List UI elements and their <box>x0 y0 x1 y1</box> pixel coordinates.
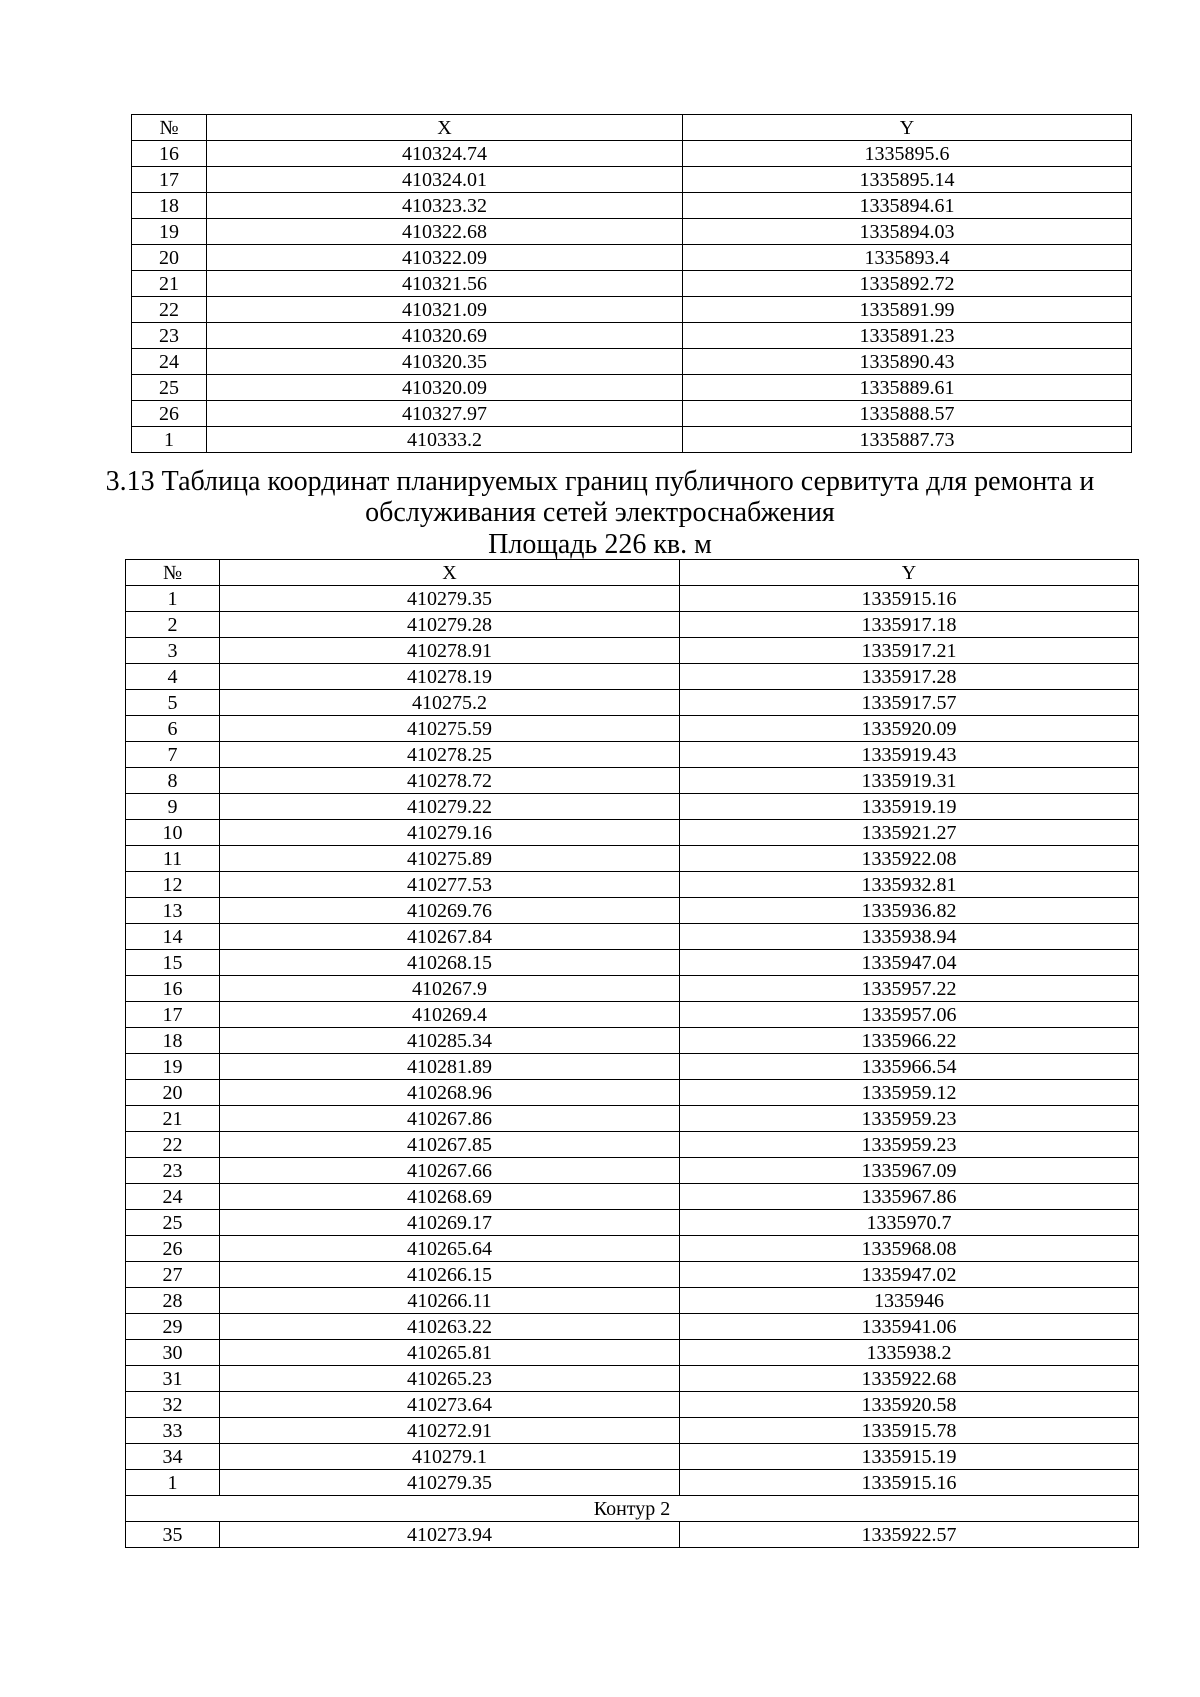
y-coordinate-cell: 1335938.2 <box>680 1340 1139 1366</box>
x-coordinate-cell: 410267.66 <box>220 1158 680 1184</box>
column-header-y: Y <box>683 115 1132 141</box>
y-coordinate-cell: 1335894.61 <box>683 193 1132 219</box>
point-number-cell: 10 <box>126 820 220 846</box>
table-row <box>126 820 1139 846</box>
y-coordinate-cell: 1335938.94 <box>680 924 1139 950</box>
point-number-cell: 1 <box>126 586 220 612</box>
point-number-cell: 11 <box>126 846 220 872</box>
y-coordinate-cell: 1335922.08 <box>680 846 1139 872</box>
table-row <box>126 1236 1139 1262</box>
x-coordinate-cell: 410267.84 <box>220 924 680 950</box>
point-number-cell: 24 <box>126 1184 220 1210</box>
point-number-cell: 22 <box>132 297 207 323</box>
table-row <box>132 219 1132 245</box>
point-number-cell: 7 <box>126 742 220 768</box>
y-coordinate-cell: 1335917.28 <box>680 664 1139 690</box>
table-row <box>126 1080 1139 1106</box>
table-row <box>132 271 1132 297</box>
table-row <box>132 167 1132 193</box>
point-number-cell: 12 <box>126 872 220 898</box>
x-coordinate-cell: 410278.72 <box>220 768 680 794</box>
point-number-cell: 31 <box>126 1366 220 1392</box>
y-coordinate-cell: 1335891.23 <box>683 323 1132 349</box>
point-number-cell: 17 <box>126 1002 220 1028</box>
table-row <box>126 950 1139 976</box>
table-row <box>132 141 1132 167</box>
y-coordinate-cell: 1335890.43 <box>683 349 1132 375</box>
point-number-cell: 26 <box>126 1236 220 1262</box>
y-coordinate-cell: 1335915.78 <box>680 1418 1139 1444</box>
table-row <box>126 638 1139 664</box>
point-number-cell: 4 <box>126 664 220 690</box>
column-header-x: X <box>207 115 683 141</box>
y-coordinate-cell: 1335889.61 <box>683 375 1132 401</box>
table-row <box>126 1262 1139 1288</box>
point-number-cell: 19 <box>126 1054 220 1080</box>
point-number-cell: 8 <box>126 768 220 794</box>
x-coordinate-cell: 410268.96 <box>220 1080 680 1106</box>
point-number-cell: 13 <box>126 898 220 924</box>
table-row <box>126 872 1139 898</box>
column-header-number: № <box>126 560 220 586</box>
y-coordinate-cell: 1335959.23 <box>680 1132 1139 1158</box>
x-coordinate-cell: 410278.19 <box>220 664 680 690</box>
y-coordinate-cell: 1335915.16 <box>680 586 1139 612</box>
x-coordinate-cell: 410272.91 <box>220 1418 680 1444</box>
x-coordinate-cell: 410269.17 <box>220 1210 680 1236</box>
point-number-cell: 21 <box>132 271 207 297</box>
x-coordinate-cell: 410320.69 <box>207 323 683 349</box>
table-row <box>126 1366 1139 1392</box>
x-coordinate-cell: 410269.4 <box>220 1002 680 1028</box>
x-coordinate-cell: 410279.28 <box>220 612 680 638</box>
x-coordinate-cell: 410320.35 <box>207 349 683 375</box>
x-coordinate-cell: 410285.34 <box>220 1028 680 1054</box>
y-coordinate-cell: 1335919.19 <box>680 794 1139 820</box>
point-number-cell: 16 <box>132 141 207 167</box>
x-coordinate-cell: 410267.85 <box>220 1132 680 1158</box>
point-number-cell: 19 <box>132 219 207 245</box>
x-coordinate-cell: 410267.9 <box>220 976 680 1002</box>
point-number-cell: 18 <box>126 1028 220 1054</box>
point-number-cell: 33 <box>126 1418 220 1444</box>
point-number-cell: 24 <box>132 349 207 375</box>
table-row <box>126 1470 1139 1496</box>
point-number-cell: 15 <box>126 950 220 976</box>
y-coordinate-cell: 1335947.02 <box>680 1262 1139 1288</box>
table-row <box>132 323 1132 349</box>
x-coordinate-cell: 410269.76 <box>220 898 680 924</box>
x-coordinate-cell: 410279.16 <box>220 820 680 846</box>
x-coordinate-cell: 410266.15 <box>220 1262 680 1288</box>
point-number-cell: 23 <box>132 323 207 349</box>
point-number-cell: 1 <box>132 427 207 453</box>
y-coordinate-cell: 1335894.03 <box>683 219 1132 245</box>
section-title-line1: 3.13 Таблица координат планируемых границ публичного сервитута для ремонта и <box>105 466 1095 497</box>
contour-label: Контур 2 <box>126 1496 1139 1522</box>
table-row <box>132 349 1132 375</box>
point-number-cell: 21 <box>126 1106 220 1132</box>
x-coordinate-cell: 410322.09 <box>207 245 683 271</box>
table-row <box>126 1158 1139 1184</box>
table-row <box>126 1288 1139 1314</box>
x-coordinate-cell: 410321.56 <box>207 271 683 297</box>
table-row <box>126 924 1139 950</box>
y-coordinate-cell: 1335920.58 <box>680 1392 1139 1418</box>
x-coordinate-cell: 410278.91 <box>220 638 680 664</box>
table-row <box>126 768 1139 794</box>
y-coordinate-cell: 1335970.7 <box>680 1210 1139 1236</box>
table-body <box>126 586 1139 1548</box>
point-number-cell: 26 <box>132 401 207 427</box>
table-row <box>126 1002 1139 1028</box>
y-coordinate-cell: 1335967.86 <box>680 1184 1139 1210</box>
y-coordinate-cell: 1335946 <box>680 1288 1139 1314</box>
table-row <box>126 716 1139 742</box>
y-coordinate-cell: 1335917.18 <box>680 612 1139 638</box>
point-number-cell: 17 <box>132 167 207 193</box>
area-caption: Площадь 226 кв. м <box>488 529 712 560</box>
x-coordinate-cell: 410279.22 <box>220 794 680 820</box>
table-row <box>132 401 1132 427</box>
point-number-cell: 25 <box>132 375 207 401</box>
x-coordinate-cell: 410275.59 <box>220 716 680 742</box>
coordinates-table-continued <box>131 114 1132 453</box>
point-number-cell: 27 <box>126 1262 220 1288</box>
column-header-y: Y <box>680 560 1139 586</box>
table-row <box>126 1132 1139 1158</box>
x-coordinate-cell: 410265.23 <box>220 1366 680 1392</box>
y-coordinate-cell: 1335959.23 <box>680 1106 1139 1132</box>
x-coordinate-cell: 410273.64 <box>220 1392 680 1418</box>
point-number-cell: 25 <box>126 1210 220 1236</box>
y-coordinate-cell: 1335919.43 <box>680 742 1139 768</box>
y-coordinate-cell: 1335888.57 <box>683 401 1132 427</box>
column-header-number: № <box>132 115 207 141</box>
table-row <box>126 794 1139 820</box>
x-coordinate-cell: 410279.1 <box>220 1444 680 1470</box>
table-body <box>132 141 1132 453</box>
y-coordinate-cell: 1335966.54 <box>680 1054 1139 1080</box>
y-coordinate-cell: 1335887.73 <box>683 427 1132 453</box>
point-number-cell: 22 <box>126 1132 220 1158</box>
point-number-cell: 32 <box>126 1392 220 1418</box>
table-row <box>126 586 1139 612</box>
table-row <box>132 245 1132 271</box>
y-coordinate-cell: 1335919.31 <box>680 768 1139 794</box>
x-coordinate-cell: 410275.89 <box>220 846 680 872</box>
table-row <box>126 1392 1139 1418</box>
x-coordinate-cell: 410275.2 <box>220 690 680 716</box>
x-coordinate-cell: 410268.15 <box>220 950 680 976</box>
y-coordinate-cell: 1335922.68 <box>680 1366 1139 1392</box>
point-number-cell: 1 <box>126 1470 220 1496</box>
table-row <box>132 297 1132 323</box>
x-coordinate-cell: 410320.09 <box>207 375 683 401</box>
x-coordinate-cell: 410267.86 <box>220 1106 680 1132</box>
section-title-line2: обслуживания сетей электроснабжения <box>365 497 835 528</box>
y-coordinate-cell: 1335892.72 <box>683 271 1132 297</box>
y-coordinate-cell: 1335959.12 <box>680 1080 1139 1106</box>
x-coordinate-cell: 410323.32 <box>207 193 683 219</box>
y-coordinate-cell: 1335957.06 <box>680 1002 1139 1028</box>
point-number-cell: 16 <box>126 976 220 1002</box>
table-row <box>126 1340 1139 1366</box>
x-coordinate-cell: 410278.25 <box>220 742 680 768</box>
x-coordinate-cell: 410281.89 <box>220 1054 680 1080</box>
point-number-cell: 20 <box>132 245 207 271</box>
table-row <box>126 612 1139 638</box>
table-row <box>126 664 1139 690</box>
y-coordinate-cell: 1335967.09 <box>680 1158 1139 1184</box>
table-row <box>126 1522 1139 1548</box>
x-coordinate-cell: 410265.81 <box>220 1340 680 1366</box>
y-coordinate-cell: 1335921.27 <box>680 820 1139 846</box>
y-coordinate-cell: 1335947.04 <box>680 950 1139 976</box>
table-row <box>126 898 1139 924</box>
x-coordinate-cell: 410279.35 <box>220 586 680 612</box>
table-row <box>126 742 1139 768</box>
y-coordinate-cell: 1335966.22 <box>680 1028 1139 1054</box>
table-row <box>126 1054 1139 1080</box>
point-number-cell: 6 <box>126 716 220 742</box>
table-row <box>126 690 1139 716</box>
point-number-cell: 9 <box>126 794 220 820</box>
y-coordinate-cell: 1335915.16 <box>680 1470 1139 1496</box>
point-number-cell: 20 <box>126 1080 220 1106</box>
table-header-row <box>132 115 1132 141</box>
point-number-cell: 28 <box>126 1288 220 1314</box>
y-coordinate-cell: 1335915.19 <box>680 1444 1139 1470</box>
y-coordinate-cell: 1335917.57 <box>680 690 1139 716</box>
x-coordinate-cell: 410265.64 <box>220 1236 680 1262</box>
table-row <box>126 1418 1139 1444</box>
point-number-cell: 18 <box>132 193 207 219</box>
column-header-x: X <box>220 560 680 586</box>
y-coordinate-cell: 1335895.14 <box>683 167 1132 193</box>
servitude-coordinates-table <box>125 559 1139 1548</box>
y-coordinate-cell: 1335893.4 <box>683 245 1132 271</box>
point-number-cell: 35 <box>126 1522 220 1548</box>
x-coordinate-cell: 410324.01 <box>207 167 683 193</box>
y-coordinate-cell: 1335917.21 <box>680 638 1139 664</box>
point-number-cell: 23 <box>126 1158 220 1184</box>
table-row <box>126 846 1139 872</box>
contour-separator-row <box>126 1496 1139 1522</box>
table-row <box>132 375 1132 401</box>
y-coordinate-cell: 1335932.81 <box>680 872 1139 898</box>
y-coordinate-cell: 1335968.08 <box>680 1236 1139 1262</box>
point-number-cell: 29 <box>126 1314 220 1340</box>
y-coordinate-cell: 1335941.06 <box>680 1314 1139 1340</box>
point-number-cell: 3 <box>126 638 220 664</box>
table-row <box>126 1314 1139 1340</box>
point-number-cell: 2 <box>126 612 220 638</box>
table-header-row <box>126 560 1139 586</box>
x-coordinate-cell: 410268.69 <box>220 1184 680 1210</box>
point-number-cell: 34 <box>126 1444 220 1470</box>
y-coordinate-cell: 1335922.57 <box>680 1522 1139 1548</box>
table-row <box>132 427 1132 453</box>
x-coordinate-cell: 410327.97 <box>207 401 683 427</box>
x-coordinate-cell: 410322.68 <box>207 219 683 245</box>
table-row <box>126 1210 1139 1236</box>
table-row <box>126 1184 1139 1210</box>
x-coordinate-cell: 410321.09 <box>207 297 683 323</box>
table-row <box>126 1028 1139 1054</box>
x-coordinate-cell: 410273.94 <box>220 1522 680 1548</box>
x-coordinate-cell: 410333.2 <box>207 427 683 453</box>
table-row <box>126 976 1139 1002</box>
table-row <box>126 1106 1139 1132</box>
x-coordinate-cell: 410266.11 <box>220 1288 680 1314</box>
x-coordinate-cell: 410279.35 <box>220 1470 680 1496</box>
y-coordinate-cell: 1335891.99 <box>683 297 1132 323</box>
point-number-cell: 30 <box>126 1340 220 1366</box>
table-row <box>132 193 1132 219</box>
table-row <box>126 1444 1139 1470</box>
y-coordinate-cell: 1335895.6 <box>683 141 1132 167</box>
y-coordinate-cell: 1335957.22 <box>680 976 1139 1002</box>
y-coordinate-cell: 1335920.09 <box>680 716 1139 742</box>
point-number-cell: 14 <box>126 924 220 950</box>
x-coordinate-cell: 410263.22 <box>220 1314 680 1340</box>
x-coordinate-cell: 410277.53 <box>220 872 680 898</box>
x-coordinate-cell: 410324.74 <box>207 141 683 167</box>
y-coordinate-cell: 1335936.82 <box>680 898 1139 924</box>
point-number-cell: 5 <box>126 690 220 716</box>
